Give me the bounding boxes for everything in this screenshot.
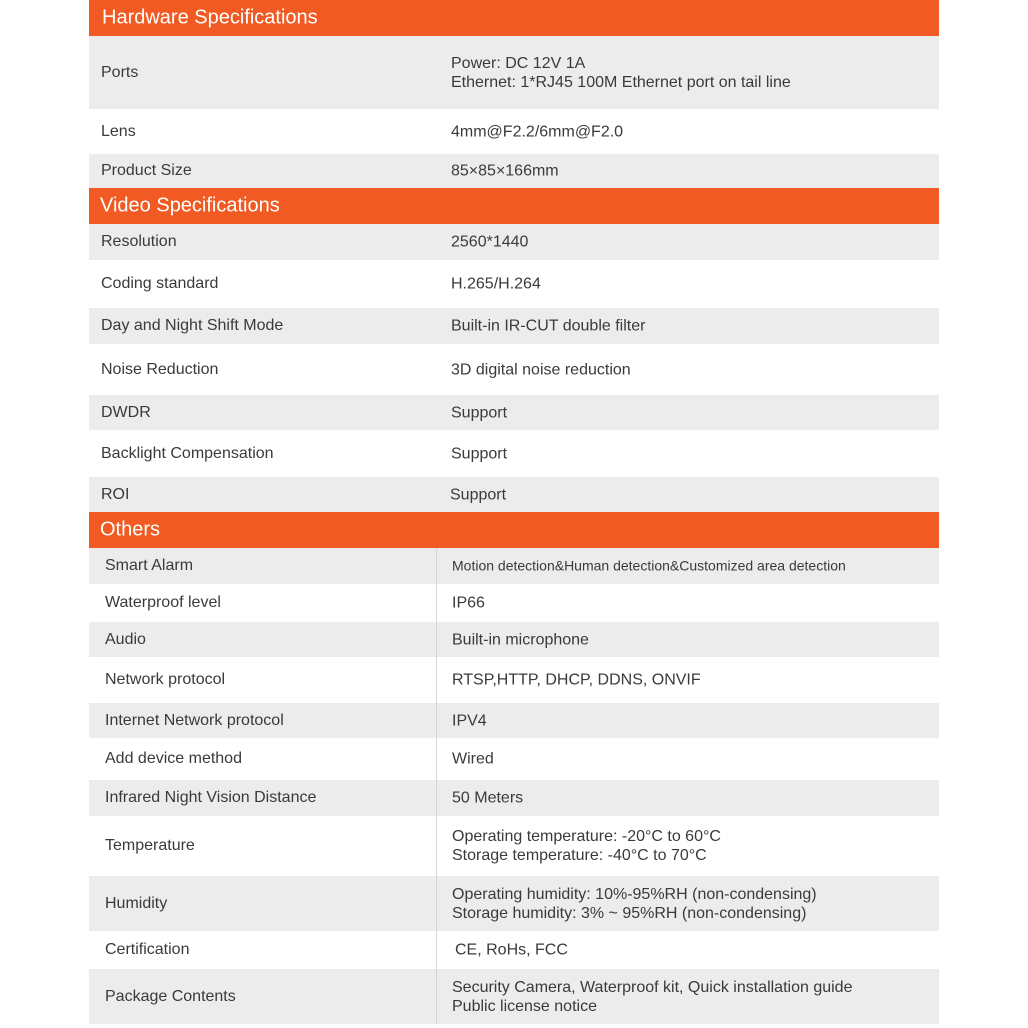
spec-label: Infrared Night Vision Distance <box>105 789 317 806</box>
spec-label: Ports <box>101 63 139 81</box>
spec-row-day-night <box>89 308 939 344</box>
spec-value <box>452 978 852 1016</box>
spec-row-ports <box>89 36 939 109</box>
spec-row-humidity <box>89 876 939 931</box>
section-header-hardware <box>89 0 939 36</box>
section-title: Video Specifications <box>100 194 280 217</box>
spec-label: Product Size <box>101 162 192 179</box>
section-title: Hardware Specifications <box>102 6 318 29</box>
spec-label: Waterproof level <box>105 594 221 611</box>
spec-label: Audio <box>105 630 146 648</box>
column-divider <box>436 584 437 622</box>
spec-value: Motion detection&Human detection&Customized area detection <box>452 557 846 574</box>
spec-value: 3D digital noise reduction <box>451 361 631 378</box>
spec-value-line: Power: DC 12V 1A <box>451 54 586 72</box>
spec-value: IPV4 <box>452 712 487 729</box>
spec-row-internet-protocol <box>89 703 939 738</box>
column-divider <box>436 657 437 703</box>
spec-value-line: Security Camera, Waterproof kit, Quick installation guide <box>452 978 853 996</box>
spec-label: DWDR <box>101 403 151 421</box>
section-header-others <box>89 512 939 548</box>
spec-value: RTSP,HTTP, DHCP, DDNS, ONVIF <box>452 671 701 689</box>
spec-row-resolution <box>89 224 939 260</box>
spec-label: Resolution <box>101 233 177 250</box>
column-divider <box>436 738 437 780</box>
spec-value: 2560*1440 <box>451 233 529 251</box>
spec-value-line: Ethernet: 1*RJ45 100M Ethernet port on tail line <box>451 73 791 91</box>
spec-label: Humidity <box>105 894 168 912</box>
spec-row-infrared <box>89 780 939 816</box>
spec-row-temperature <box>89 816 939 876</box>
spec-row-coding-standard <box>89 260 939 308</box>
spec-value: Built-in microphone <box>452 631 589 648</box>
spec-label: Add device method <box>105 750 242 767</box>
spec-value-line: Storage humidity: 3% ~ 95%RH (non-condensing) <box>452 904 807 922</box>
spec-row-noise-reduction <box>89 344 939 395</box>
spec-value: Support <box>450 486 507 503</box>
spec-row-backlight <box>89 430 939 477</box>
spec-value: Support <box>451 445 508 462</box>
column-divider <box>436 548 437 584</box>
spec-value-line: Storage temperature: -40°C to 70°C <box>452 847 707 864</box>
spec-value: Wired <box>452 750 494 768</box>
spec-value: Support <box>451 404 508 421</box>
spec-row-add-device <box>89 738 939 780</box>
column-divider <box>436 622 437 657</box>
spec-value <box>451 54 791 92</box>
spec-label: Internet Network protocol <box>105 711 284 729</box>
spec-value <box>452 827 721 865</box>
spec-row-smart-alarm <box>89 548 939 584</box>
spec-value: 4mm@F2.2/6mm@F2.0 <box>451 123 624 140</box>
spec-label: Day and Night Shift Mode <box>101 317 284 334</box>
spec-label: Temperature <box>105 837 195 854</box>
spec-value-line: Operating humidity: 10%-95%RH (non-condensing) <box>452 885 817 903</box>
spec-row-package <box>89 969 939 1024</box>
column-divider <box>436 931 437 969</box>
spec-value: CE, RoHs, FCC <box>455 941 568 959</box>
spec-label: Noise Reduction <box>101 360 219 378</box>
spec-label: Lens <box>101 122 136 140</box>
spec-value: 85×85×166mm <box>451 162 559 180</box>
spec-row-product-size <box>89 154 939 188</box>
spec-label: Network protocol <box>105 671 226 688</box>
column-divider <box>436 780 437 816</box>
spec-label: Package Contents <box>105 987 236 1005</box>
spec-row-roi <box>89 477 939 512</box>
section-header-video <box>89 188 939 224</box>
section-title: Others <box>100 518 161 541</box>
column-divider <box>436 703 437 738</box>
spec-row-certification <box>89 931 939 969</box>
spec-row-network-protocol <box>89 657 939 703</box>
spec-label: Coding standard <box>101 275 219 292</box>
spec-row-dwdr <box>89 395 939 430</box>
spec-label: Backlight Compensation <box>101 444 274 462</box>
spec-row-lens <box>89 109 939 154</box>
spec-label: ROI <box>101 485 130 503</box>
column-divider <box>436 876 437 931</box>
spec-label: Certification <box>105 941 190 958</box>
spec-value <box>452 885 817 923</box>
spec-value: IP66 <box>452 594 485 612</box>
spec-row-waterproof <box>89 584 939 622</box>
column-divider <box>436 816 437 876</box>
spec-value-line: Public license notice <box>452 997 597 1015</box>
spec-value: H.265/H.264 <box>451 275 541 293</box>
spec-label: Smart Alarm <box>105 557 194 574</box>
spec-row-audio <box>89 622 939 657</box>
spec-value: 50 Meters <box>452 789 524 807</box>
spec-value: Built-in IR-CUT double filter <box>451 317 646 335</box>
column-divider <box>436 969 437 1024</box>
spec-value-line: Operating temperature: -20°C to 60°C <box>452 828 721 845</box>
